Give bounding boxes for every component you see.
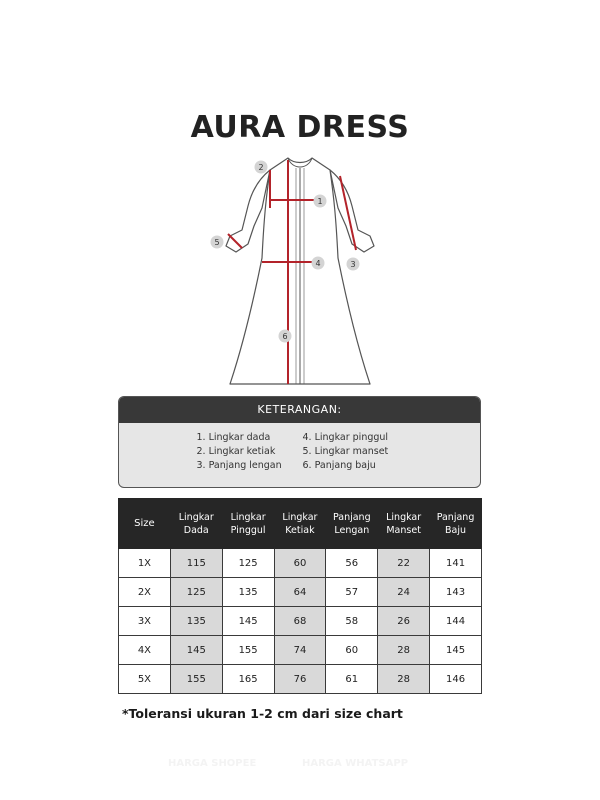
legend-box [118,396,481,488]
watermark-text: HARGA SHOPEE [168,758,257,769]
table-cell: 58 [326,607,378,636]
table-cell: 24 [378,578,430,607]
header-line: Lingkar [230,511,266,523]
header-line: Ketiak [285,524,315,536]
header-line: Baju [445,524,467,536]
table-cell: 4X [119,636,171,665]
table-cell: 26 [378,607,430,636]
table-cell: 28 [378,636,430,665]
table-header-row [119,499,482,549]
marker-number: 4 [315,259,321,268]
dress-diagram [200,148,400,393]
table-cell: 68 [274,607,326,636]
table-cell: 155 [170,665,222,694]
table-cell: 61 [326,665,378,694]
legend-header: KETERANGAN: [119,397,480,423]
marker-number: 1 [317,197,323,206]
table-cell: 74 [274,636,326,665]
table-cell: 60 [326,636,378,665]
table-cell: 28 [378,665,430,694]
table-cell: 144 [430,607,482,636]
legend-item: 1. Lingkar dada [196,432,271,443]
table-cell: 64 [274,578,326,607]
header-line: Manset [386,524,421,536]
marker-number: 2 [258,163,264,172]
table-cell: 22 [378,549,430,578]
table-cell: 145 [170,636,222,665]
tolerance-note: *Toleransi ukuran 1-2 cm dari size chart [122,706,403,721]
legend-item: 3. Panjang lengan [196,460,282,471]
table-cell: 155 [222,636,274,665]
header-line: Size [134,518,155,529]
table-header-cell [170,499,222,549]
legend-list [197,431,403,473]
marker-number: 6 [282,332,288,341]
legend-item: 6. Panjang baju [302,460,376,471]
table-cell: 146 [430,665,482,694]
table-row [119,665,482,694]
header-line: Lingkar [178,511,214,523]
table-cell: 145 [222,607,274,636]
table-cell: 5X [119,665,171,694]
legend-item: 4. Lingkar pinggul [302,432,389,443]
table-cell: 60 [274,549,326,578]
header-line: Lingkar [386,511,422,523]
watermark-text: HARGA WHATSAPP [302,758,409,769]
table-cell: 57 [326,578,378,607]
table-cell: 3X [119,607,171,636]
table-cell: 76 [274,665,326,694]
table-header-cell [274,499,326,549]
table-header-cell [430,499,482,549]
table-row [119,549,482,578]
marker-number: 5 [214,238,220,247]
marker-number: 3 [350,260,356,269]
header-line: Panjang [436,511,475,523]
table-header-cell [119,499,171,549]
table-cell: 125 [170,578,222,607]
table-cell: 125 [222,549,274,578]
table-row [119,636,482,665]
table-cell: 115 [170,549,222,578]
table-cell: 165 [222,665,274,694]
table-cell: 135 [222,578,274,607]
table-header-cell [326,499,378,549]
table-row [119,607,482,636]
table-cell: 2X [119,578,171,607]
table-cell: 143 [430,578,482,607]
table-cell: 1X [119,549,171,578]
size-table [118,498,482,694]
header-line: Panjang [332,511,371,523]
table-header-cell [378,499,430,549]
table-body [119,549,482,694]
table-cell: 135 [170,607,222,636]
header-line: Lingkar [282,511,318,523]
table-cell: 141 [430,549,482,578]
legend-item: 5. Lingkar manset [302,446,389,457]
table-cell: 145 [430,636,482,665]
header-line: Pinggul [230,524,266,536]
legend-item: 2. Lingkar ketiak [196,446,276,457]
table-row [119,578,482,607]
header-line: Lengan [334,524,370,536]
table-cell: 56 [326,549,378,578]
header-line: Dada [183,524,209,536]
table-header-cell [222,499,274,549]
page-title: AURA DRESS [190,110,410,145]
